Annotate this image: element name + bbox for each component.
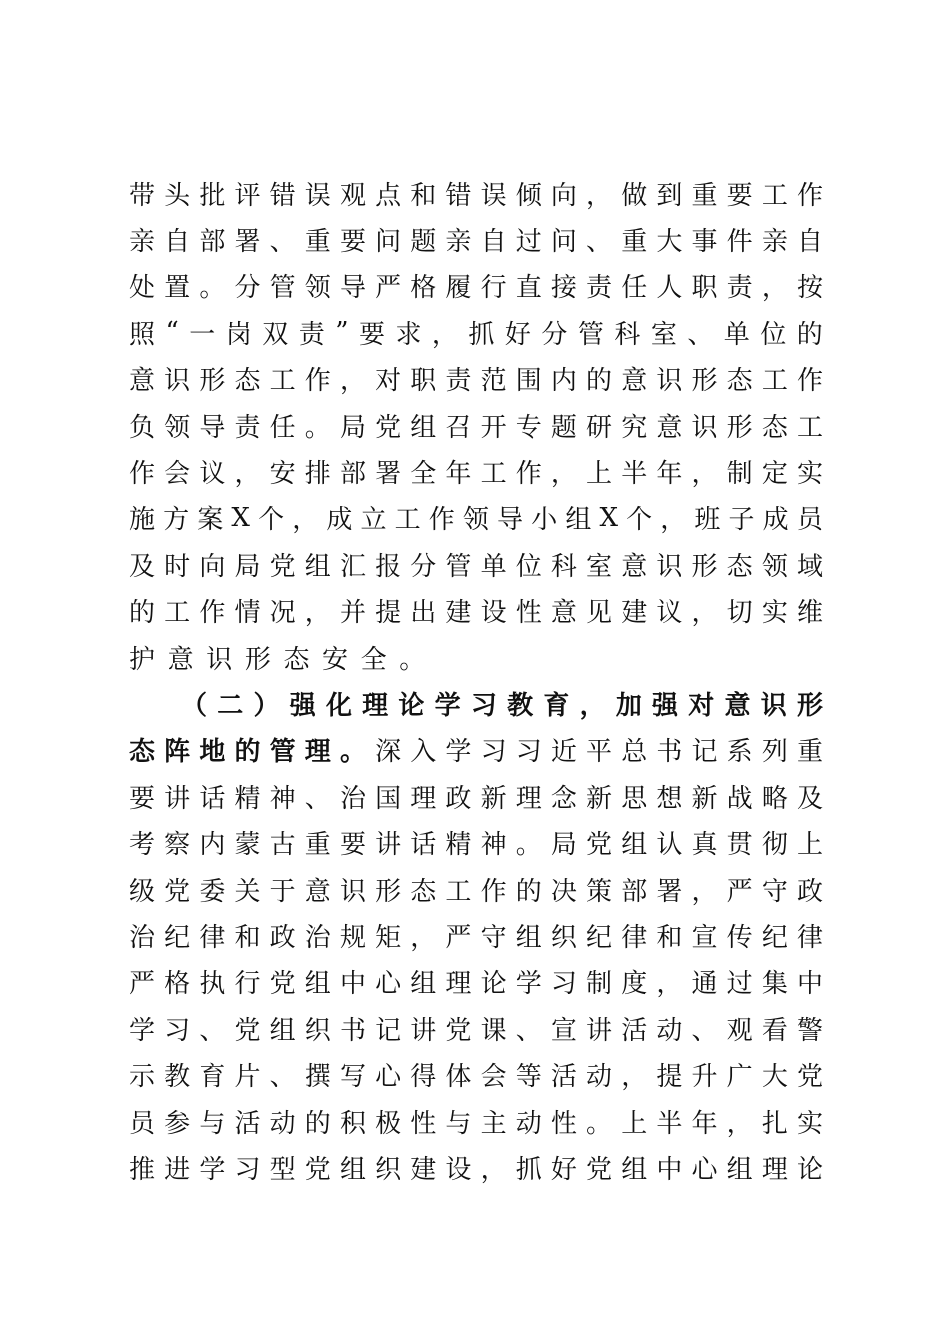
paragraph-two-line: 示 教 育 片 、 撰 写 心 得 体 会 等 活 动 ， 提 升 广 大 党 [129,1062,823,1093]
paragraph-one-line: 护 意 识 形 态 安 全 。 [129,644,426,675]
paragraph-two-line: 级 党 委 关 于 意 识 形 态 工 作 的 决 策 部 署 ， 严 守 政 [129,876,823,907]
document-body [129,170,823,1191]
paragraph-one-line: 照 “ 一 岗 双 责 ” 要 求 ， 抓 好 分 管 科 室 、 单 位 的 [129,317,823,350]
paragraph-theory-study [129,773,823,1191]
section-heading-continuation-line: 态 阵 地 的 管 理 。 深 入 学 习 习 近 平 总 书 记 系 列 重 [129,737,823,768]
paragraph-one-line: 处 置 。 分 管 领 导 严 格 履 行 直 接 责 任 人 职 责 ， 按 [129,273,823,304]
paragraph-one-line: 施 方 案 X 个 ， 成 立 工 作 领 导 小 组 X 个 ， 班 子 成 员 [129,502,823,536]
paragraph-two-line: 考 察 内 蒙 古 重 要 讲 话 精 神 。 局 党 组 认 真 贯 彻 上 [129,830,823,861]
paragraph-one-line: 带 头 批 评 错 误 观 点 和 错 误 倾 向 ， 做 到 重 要 工 作 [129,180,823,211]
section-heading-line: （ 二 ） 强 化 理 论 学 习 教 育 ， 加 强 对 意 识 形 [181,690,823,721]
paragraph-duty-responsibility [129,170,823,680]
paragraph-one-line: 及 时 向 局 党 组 汇 报 分 管 单 位 科 室 意 识 形 态 领 域 [129,551,823,582]
paragraph-one-line: 亲 自 部 署 、 重 要 问 题 亲 自 过 问 、 重 大 事 件 亲 自 [129,227,823,258]
paragraph-two-line: 学 习 、 党 组 织 书 记 讲 党 课 、 宣 讲 活 动 、 观 看 警 [129,1015,823,1046]
paragraph-two-line: 治 纪 律 和 政 治 规 矩 ， 严 守 组 织 纪 律 和 宣 传 纪 律 [129,922,823,953]
paragraph-two-line: 严 格 执 行 党 组 中 心 组 理 论 学 习 制 度 ， 通 过 集 中 [129,969,823,1000]
paragraph-one-line: 作 会 议 ， 安 排 部 署 全 年 工 作 ， 上 半 年 ， 制 定 实 [129,459,823,490]
paragraph-one-line: 负 领 导 责 任 。 局 党 组 召 开 专 题 研 究 意 识 形 态 工 [129,412,823,443]
paragraph-one-line: 意 识 形 态 工 作 ， 对 职 责 范 围 内 的 意 识 形 态 工 作 [129,366,823,397]
paragraph-one-line: 的 工 作 情 况 ， 并 提 出 建 设 性 意 见 建 议 ， 切 实 维 [129,598,823,629]
paragraph-two-line: 员 参 与 活 动 的 积 极 性 与 主 动 性 。 上 半 年 ， 扎 实 [129,1108,823,1139]
paragraph-two-line: 要 讲 话 精 神 、 治 国 理 政 新 理 念 新 思 想 新 战 略 及 [129,783,823,814]
paragraph-two-line: 推 进 学 习 型 党 组 织 建 设 ， 抓 好 党 组 中 心 组 理 论 [129,1154,823,1185]
